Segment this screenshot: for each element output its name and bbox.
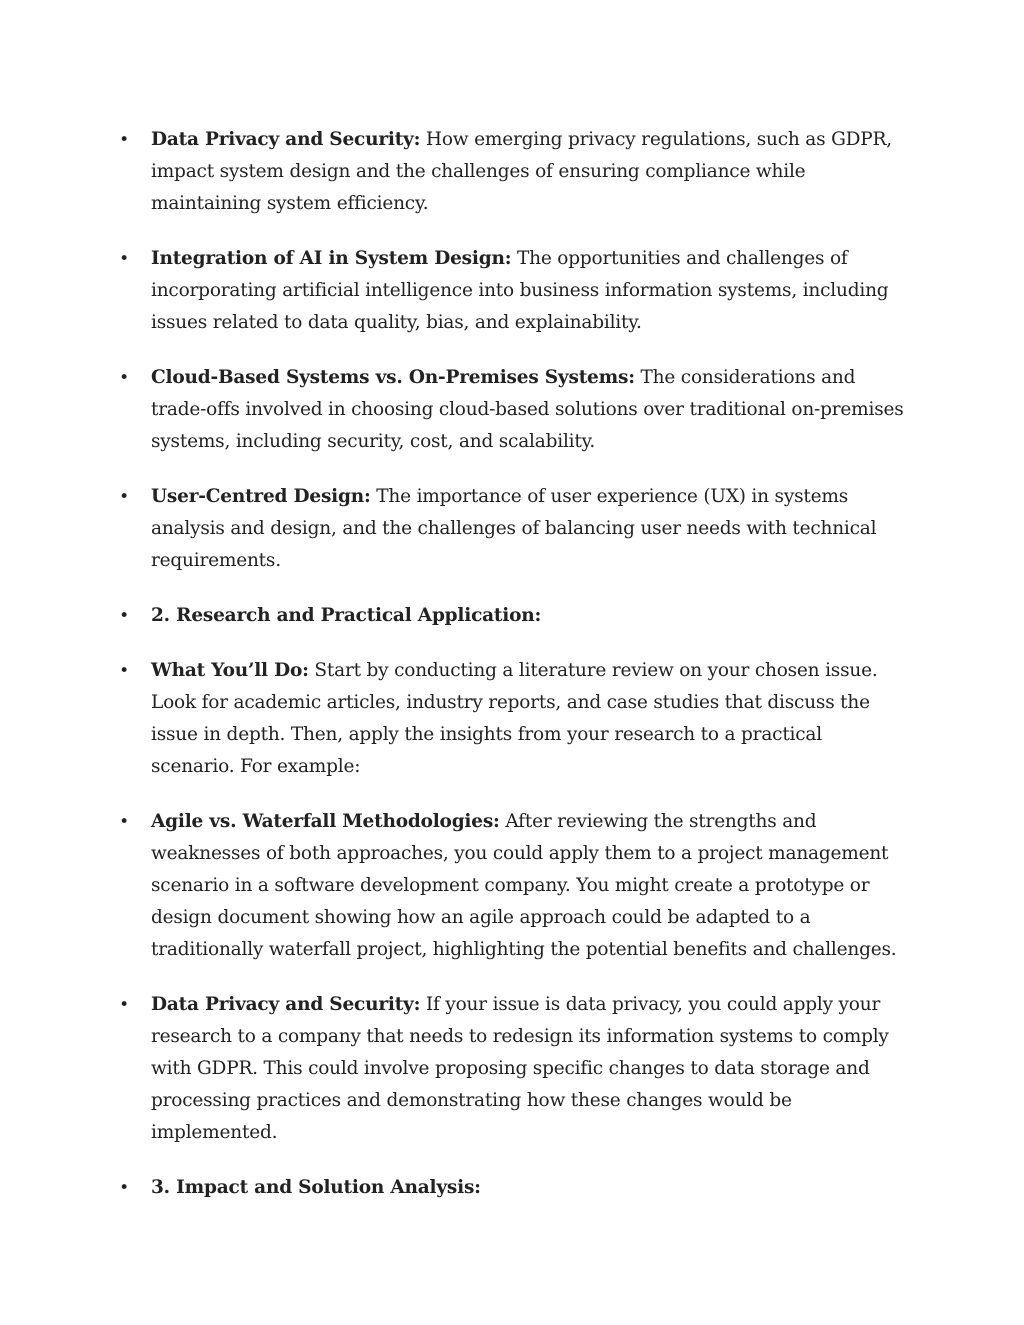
list-item-text <box>151 481 908 577</box>
list-item-text <box>151 600 908 632</box>
section-heading-item <box>118 600 908 632</box>
section-heading: 3. Impact and Solution Analysis: <box>151 1177 481 1198</box>
bullet-list <box>118 124 908 1227</box>
list-item-body: How emerging privacy regulations, such as GDPR, impact system design and the challenges of ensuring compliance while maintaining system efficiency. <box>151 129 892 214</box>
list-item-body: The importance of user experience (UX) in systems analysis and design, and the challenges of balancing user needs with technical requirements. <box>151 486 877 571</box>
list-item <box>118 806 908 966</box>
bullet-icon: • <box>119 249 129 269</box>
list-item-text <box>151 243 908 339</box>
bullet-icon: • <box>119 995 129 1015</box>
list-item-heading: Integration of AI in System Design: <box>151 248 512 269</box>
list-item-body: Start by conducting a literature review on your chosen issue. Look for academic articles, industry reports, and case studies that discuss the issue in depth. Then, apply the insights from your research to a practical scenario. For example: <box>151 660 878 777</box>
list-item-body: If your issue is data privacy, you could apply your research to a company that needs to redesign its information systems to comply with GDPR. This could involve proposing specific changes to data storage and processing practices and demonstrating how these changes would be implemented. <box>151 994 889 1143</box>
list-item-heading: Data Privacy and Security: <box>151 129 421 150</box>
list-item <box>118 655 908 783</box>
bullet-icon: • <box>119 1178 129 1198</box>
list-item-text <box>151 124 908 220</box>
list-item-body: The considerations and trade-offs involved in choosing cloud-based solutions over traditional on-premises systems, including security, cost, and scalability. <box>151 367 904 452</box>
list-item <box>118 362 908 458</box>
list-item <box>118 481 908 577</box>
list-item-text <box>151 1172 908 1204</box>
list-item-heading: Data Privacy and Security: <box>151 994 421 1015</box>
list-item-text <box>151 806 908 966</box>
list-item-body: The opportunities and challenges of incorporating artificial intelligence into business information systems, including issues related to data quality, bias, and explainability. <box>151 248 889 333</box>
list-item-heading: Cloud-Based Systems vs. On-Premises Systems: <box>151 367 635 388</box>
section-heading: 2. Research and Practical Application: <box>151 605 542 626</box>
list-item-text <box>151 989 908 1149</box>
bullet-icon: • <box>119 130 129 150</box>
list-item-heading: What You’ll Do: <box>151 660 309 681</box>
list-item-text <box>151 655 908 783</box>
bullet-icon: • <box>119 368 129 388</box>
bullet-icon: • <box>119 487 129 507</box>
list-item-text <box>151 362 908 458</box>
bullet-icon: • <box>119 661 129 681</box>
list-item-body: After reviewing the strengths and weaknesses of both approaches, you could apply them to a project management scenario in a software development company. You might create a prototype or design document showing how an agile approach could be adapted to a traditionally waterfall project, highlighting the potential benefits and challenges. <box>151 811 897 960</box>
bullet-icon: • <box>119 606 129 626</box>
section-heading-item <box>118 1172 908 1204</box>
list-item <box>118 124 908 220</box>
list-item <box>118 243 908 339</box>
list-item-heading: Agile vs. Waterfall Methodologies: <box>151 811 500 832</box>
list-item <box>118 989 908 1149</box>
list-item-heading: User-Centred Design: <box>151 486 371 507</box>
bullet-icon: • <box>119 812 129 832</box>
